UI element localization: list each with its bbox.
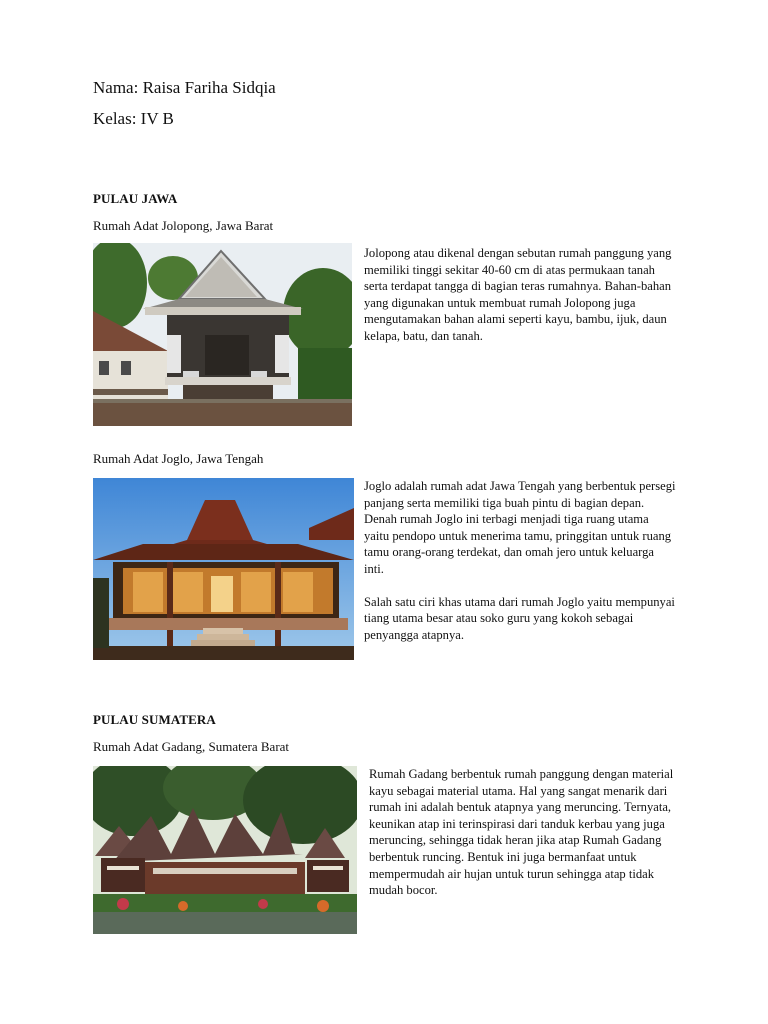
section-heading-java: PULAU JAWA	[93, 191, 178, 206]
joglo-house-photo	[93, 478, 354, 660]
student-class: Kelas: IV B	[93, 109, 174, 128]
description-paragraph: Jolopong atau dikenal dengan sebutan rumah panggung yang memiliki tinggi sekitar 40-60 cm di atas permukaan tanah serta terdapat tangga di bagian teras rumahnya. Bahan-bahan yang digunakan untuk membuat rumah Jolopong juga mengutamakan bahan alami seperti kayu, bambu, ijuk, daun kelapa, batu, dan tanah.	[364, 246, 672, 343]
section-heading-sumatra: PULAU SUMATERA	[93, 712, 216, 727]
description-jolopong	[364, 245, 676, 361]
gadang-house-photo	[93, 766, 357, 934]
house-title-gadang: Rumah Adat Gadang, Sumatera Barat	[93, 739, 290, 754]
description-gadang	[369, 766, 681, 915]
student-name: Nama: Raisa Fariha Sidqia	[93, 78, 276, 97]
description-paragraph: Rumah Gadang berbentuk rumah panggung dengan material kayu sebagai material utama. Hal yang sangat menarik dari rumah ini adalah bentuk atapnya yang meruncing. Ternyata, keunikan atap ini terinspirasi dari tanduk kerbau yang juga meruncing, sehingga tidak heran jika atap Rumah Gadang berbentuk runcing. Bentuk ini juga bermanfaat untuk mempermudah air hujan untuk turun sehingga atap tidak mudah bocor.	[369, 767, 674, 898]
house-title-jolopong: Rumah Adat Jolopong, Jawa Barat	[93, 218, 274, 233]
house-title-joglo: Rumah Adat Joglo, Jawa Tengah	[93, 451, 264, 466]
jolopong-house-photo	[93, 243, 352, 426]
description-paragraph: Joglo adalah rumah adat Jawa Tengah yang berbentuk persegi panjang serta memiliki tiga buah pintu di bagian depan. Denah rumah Joglo ini terbagi menjadi tiga ruang utama yaitu pendopo untuk menerima tamu, pringgitan untuk ruang tamu orang-orang terdekat, dan omah jero untuk keluarga inti.	[364, 479, 676, 576]
description-joglo	[364, 478, 676, 659]
description-paragraph: Salah satu ciri khas utama dari rumah Joglo yaitu mempunyai tiang utama besar atau soko guru yang kokoh sebagai penyangga atapnya.	[364, 594, 675, 642]
